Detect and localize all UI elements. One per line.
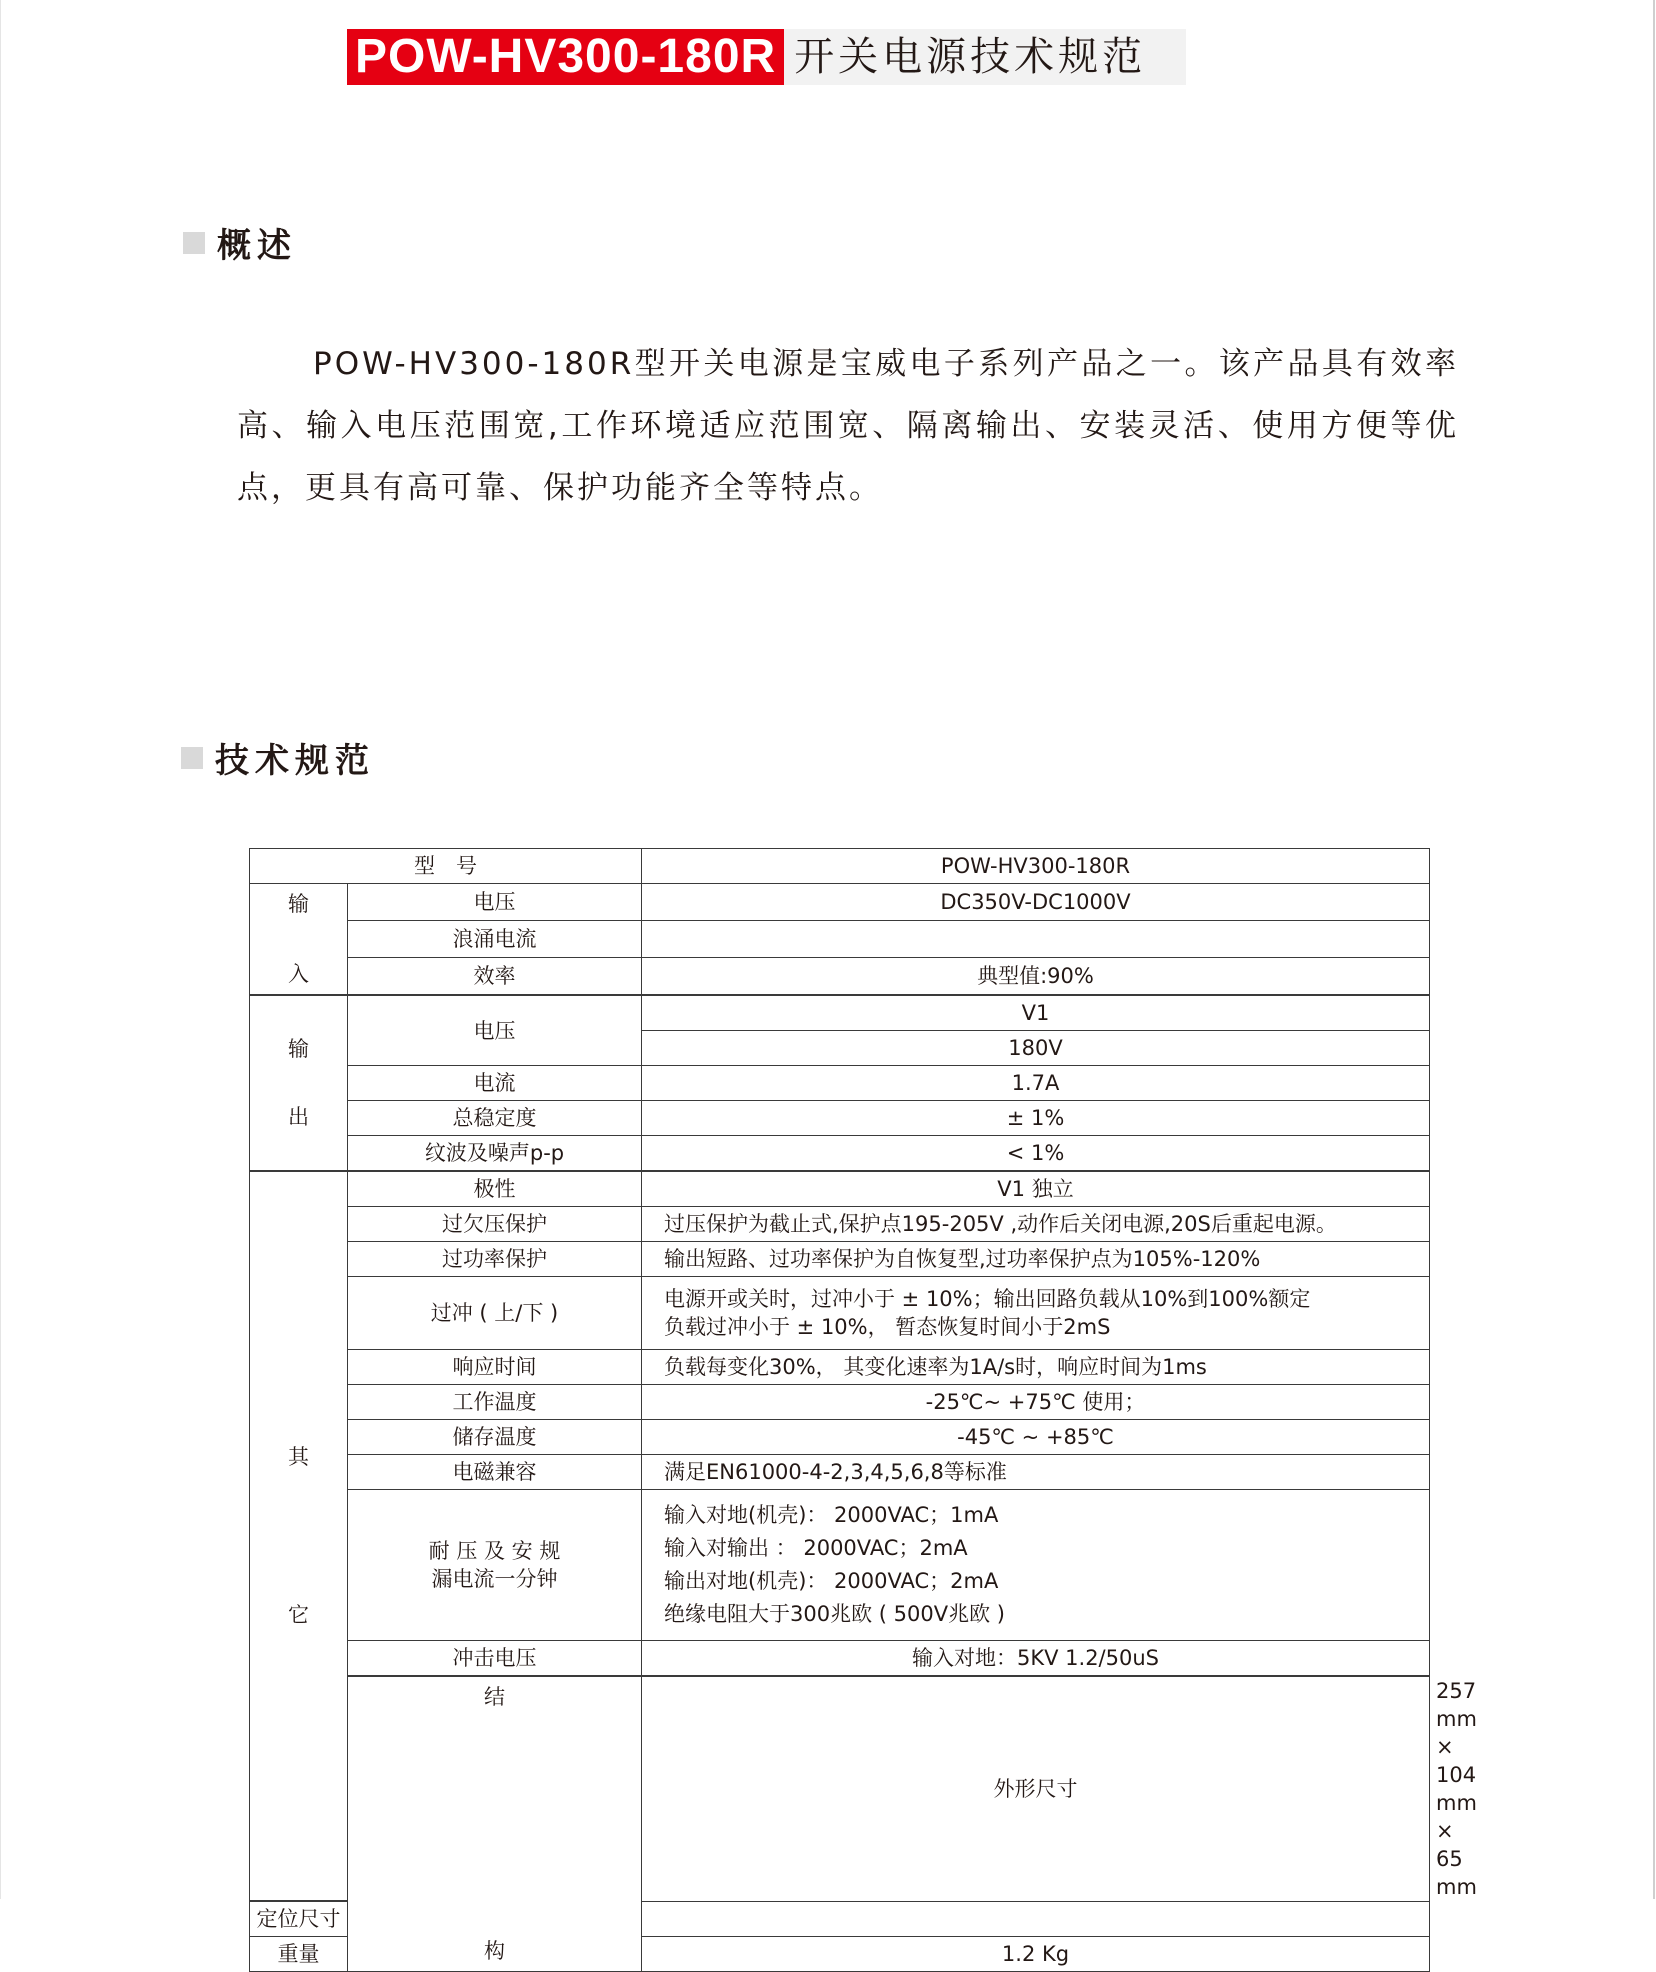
- overview-heading: [183, 218, 297, 267]
- table-row: [250, 1641, 1430, 1677]
- output-current-value: 1.7A: [642, 1066, 1430, 1101]
- response-value: 负载每变化30%， 其变化速率为1A/s时，响应时间为1ms: [642, 1350, 1430, 1385]
- table-row: 结 构 外形尺寸 257 mm × 104 mm × 65 mm: [250, 1676, 1430, 1901]
- table-row: [250, 1242, 1430, 1277]
- spec-title: 技术规范: [215, 741, 375, 781]
- table-row: [250, 884, 1430, 921]
- polarity-value: V1 独立: [642, 1171, 1430, 1207]
- overshoot-value: [642, 1277, 1430, 1350]
- store-temp-value: -45℃ ~ +85℃: [642, 1420, 1430, 1455]
- square-bullet-icon: [181, 747, 203, 769]
- overshoot-label: 过冲 ( 上/下 ): [348, 1277, 642, 1350]
- output-voltage-label: 电压: [348, 995, 642, 1066]
- polarity-label: 极性: [348, 1171, 642, 1207]
- header-title: 开关电源技术规范: [784, 29, 1186, 85]
- group-other: 其 它: [250, 1171, 348, 1901]
- hipot-line: 输入对输出 ： 2000VAC；2mA: [664, 1536, 968, 1560]
- output-ripple-label: 纹波及噪声p-p: [348, 1136, 642, 1172]
- table-row: [250, 1101, 1430, 1136]
- emc-label: 电磁兼容: [348, 1455, 642, 1490]
- input-efficiency-value: 典型值:90%: [642, 957, 1430, 995]
- hipot-line: 输出对地(机壳)： 2000VAC；2mA: [664, 1569, 999, 1593]
- group-output: 输 出: [250, 995, 348, 1171]
- model-label: 型 号: [250, 849, 642, 884]
- output-ripple-value: < 1%: [642, 1136, 1430, 1172]
- spec-heading: [181, 733, 375, 782]
- hipot-line: 输入对地(机壳)： 2000VAC；1mA: [664, 1503, 999, 1527]
- group-structure: 结 构: [348, 1676, 642, 1972]
- weight-value: 1.2 Kg: [642, 1937, 1430, 1972]
- output-stability-value: ± 1%: [642, 1101, 1430, 1136]
- table-row: [250, 1066, 1430, 1101]
- response-label: 响应时间: [348, 1350, 642, 1385]
- page-header: [347, 29, 1186, 85]
- input-surge-label: 浪涌电流: [348, 920, 642, 957]
- overview-title: 概述: [217, 226, 297, 266]
- table-row: [250, 1171, 1430, 1207]
- table-row: [250, 849, 1430, 884]
- group-input: 输 入: [250, 884, 348, 996]
- overshoot-line: 负载过冲小于 ± 10%， 暂态恢复时间小于2mS: [664, 1315, 1111, 1339]
- opp-label: 过功率保护: [348, 1242, 642, 1277]
- table-row: [250, 1385, 1430, 1420]
- ovp-label: 过欠压保护: [348, 1207, 642, 1242]
- emc-value: 满足EN61000-4-2,3,4,5,6,8等标准: [642, 1455, 1430, 1490]
- table-row: [250, 1490, 1430, 1641]
- hipot-value: [642, 1490, 1430, 1641]
- table-row: [250, 920, 1430, 957]
- table-row: [250, 1207, 1430, 1242]
- ovp-value: 过压保护为截止式,保护点195-205V ,动作后关闭电源,20S后重起电源。: [642, 1207, 1430, 1242]
- surge-voltage-value: 输入对地：5KV 1.2/50uS: [642, 1641, 1430, 1677]
- overview-paragraph: POW-HV300-180R型开关电源是宝威电子系列产品之一。该产品具有效率高、输入电压范围宽,工作环境适应范围宽、隔离输出、安装灵活、使用方便等优点，更具有高可靠、保护功能齐全等特点。: [237, 346, 1459, 506]
- op-temp-value: -25℃~ +75℃ 使用；: [642, 1385, 1430, 1420]
- opp-value: 输出短路、过功率保护为自恢复型,过功率保护点为105%-120%: [642, 1242, 1430, 1277]
- weight-label: 重量: [250, 1937, 348, 1972]
- table-row: [250, 1350, 1430, 1385]
- table-row: [250, 995, 1430, 1031]
- op-temp-label: 工作温度: [348, 1385, 642, 1420]
- output-current-label: 电流: [348, 1066, 642, 1101]
- spec-table: [249, 848, 1477, 1972]
- dim-label: 外形尺寸: [642, 1676, 1430, 1901]
- table-row: [250, 1136, 1430, 1172]
- input-surge-value: [642, 920, 1430, 957]
- hipot-line: 绝缘电阻大于300兆欧 ( 500V兆欧 ): [664, 1602, 1005, 1626]
- model-value: POW-HV300-180R: [642, 849, 1430, 884]
- input-voltage-label: 电压: [348, 884, 642, 921]
- mount-value: [642, 1901, 1430, 1937]
- output-stability-label: 总稳定度: [348, 1101, 642, 1136]
- input-voltage-value: DC350V-DC1000V: [642, 884, 1430, 921]
- header-model: POW-HV300-180R: [347, 29, 784, 85]
- output-voltage-value: 180V: [642, 1031, 1430, 1066]
- square-bullet-icon: [183, 232, 205, 254]
- table-row: [250, 1277, 1430, 1350]
- output-voltage-channel: V1: [642, 995, 1430, 1031]
- overshoot-line: 电源开或关时，过冲小于 ± 10%；输出回路负载从10%到100%额定: [664, 1287, 1311, 1311]
- table-row: [250, 957, 1430, 995]
- input-efficiency-label: 效率: [348, 957, 642, 995]
- surge-voltage-label: 冲击电压: [348, 1641, 642, 1677]
- table-row: [250, 1420, 1430, 1455]
- mount-label: 定位尺寸: [250, 1901, 348, 1937]
- table-row: [250, 1455, 1430, 1490]
- store-temp-label: 储存温度: [348, 1420, 642, 1455]
- hipot-label: 耐 压 及 安 规 漏电流一分钟: [348, 1490, 642, 1641]
